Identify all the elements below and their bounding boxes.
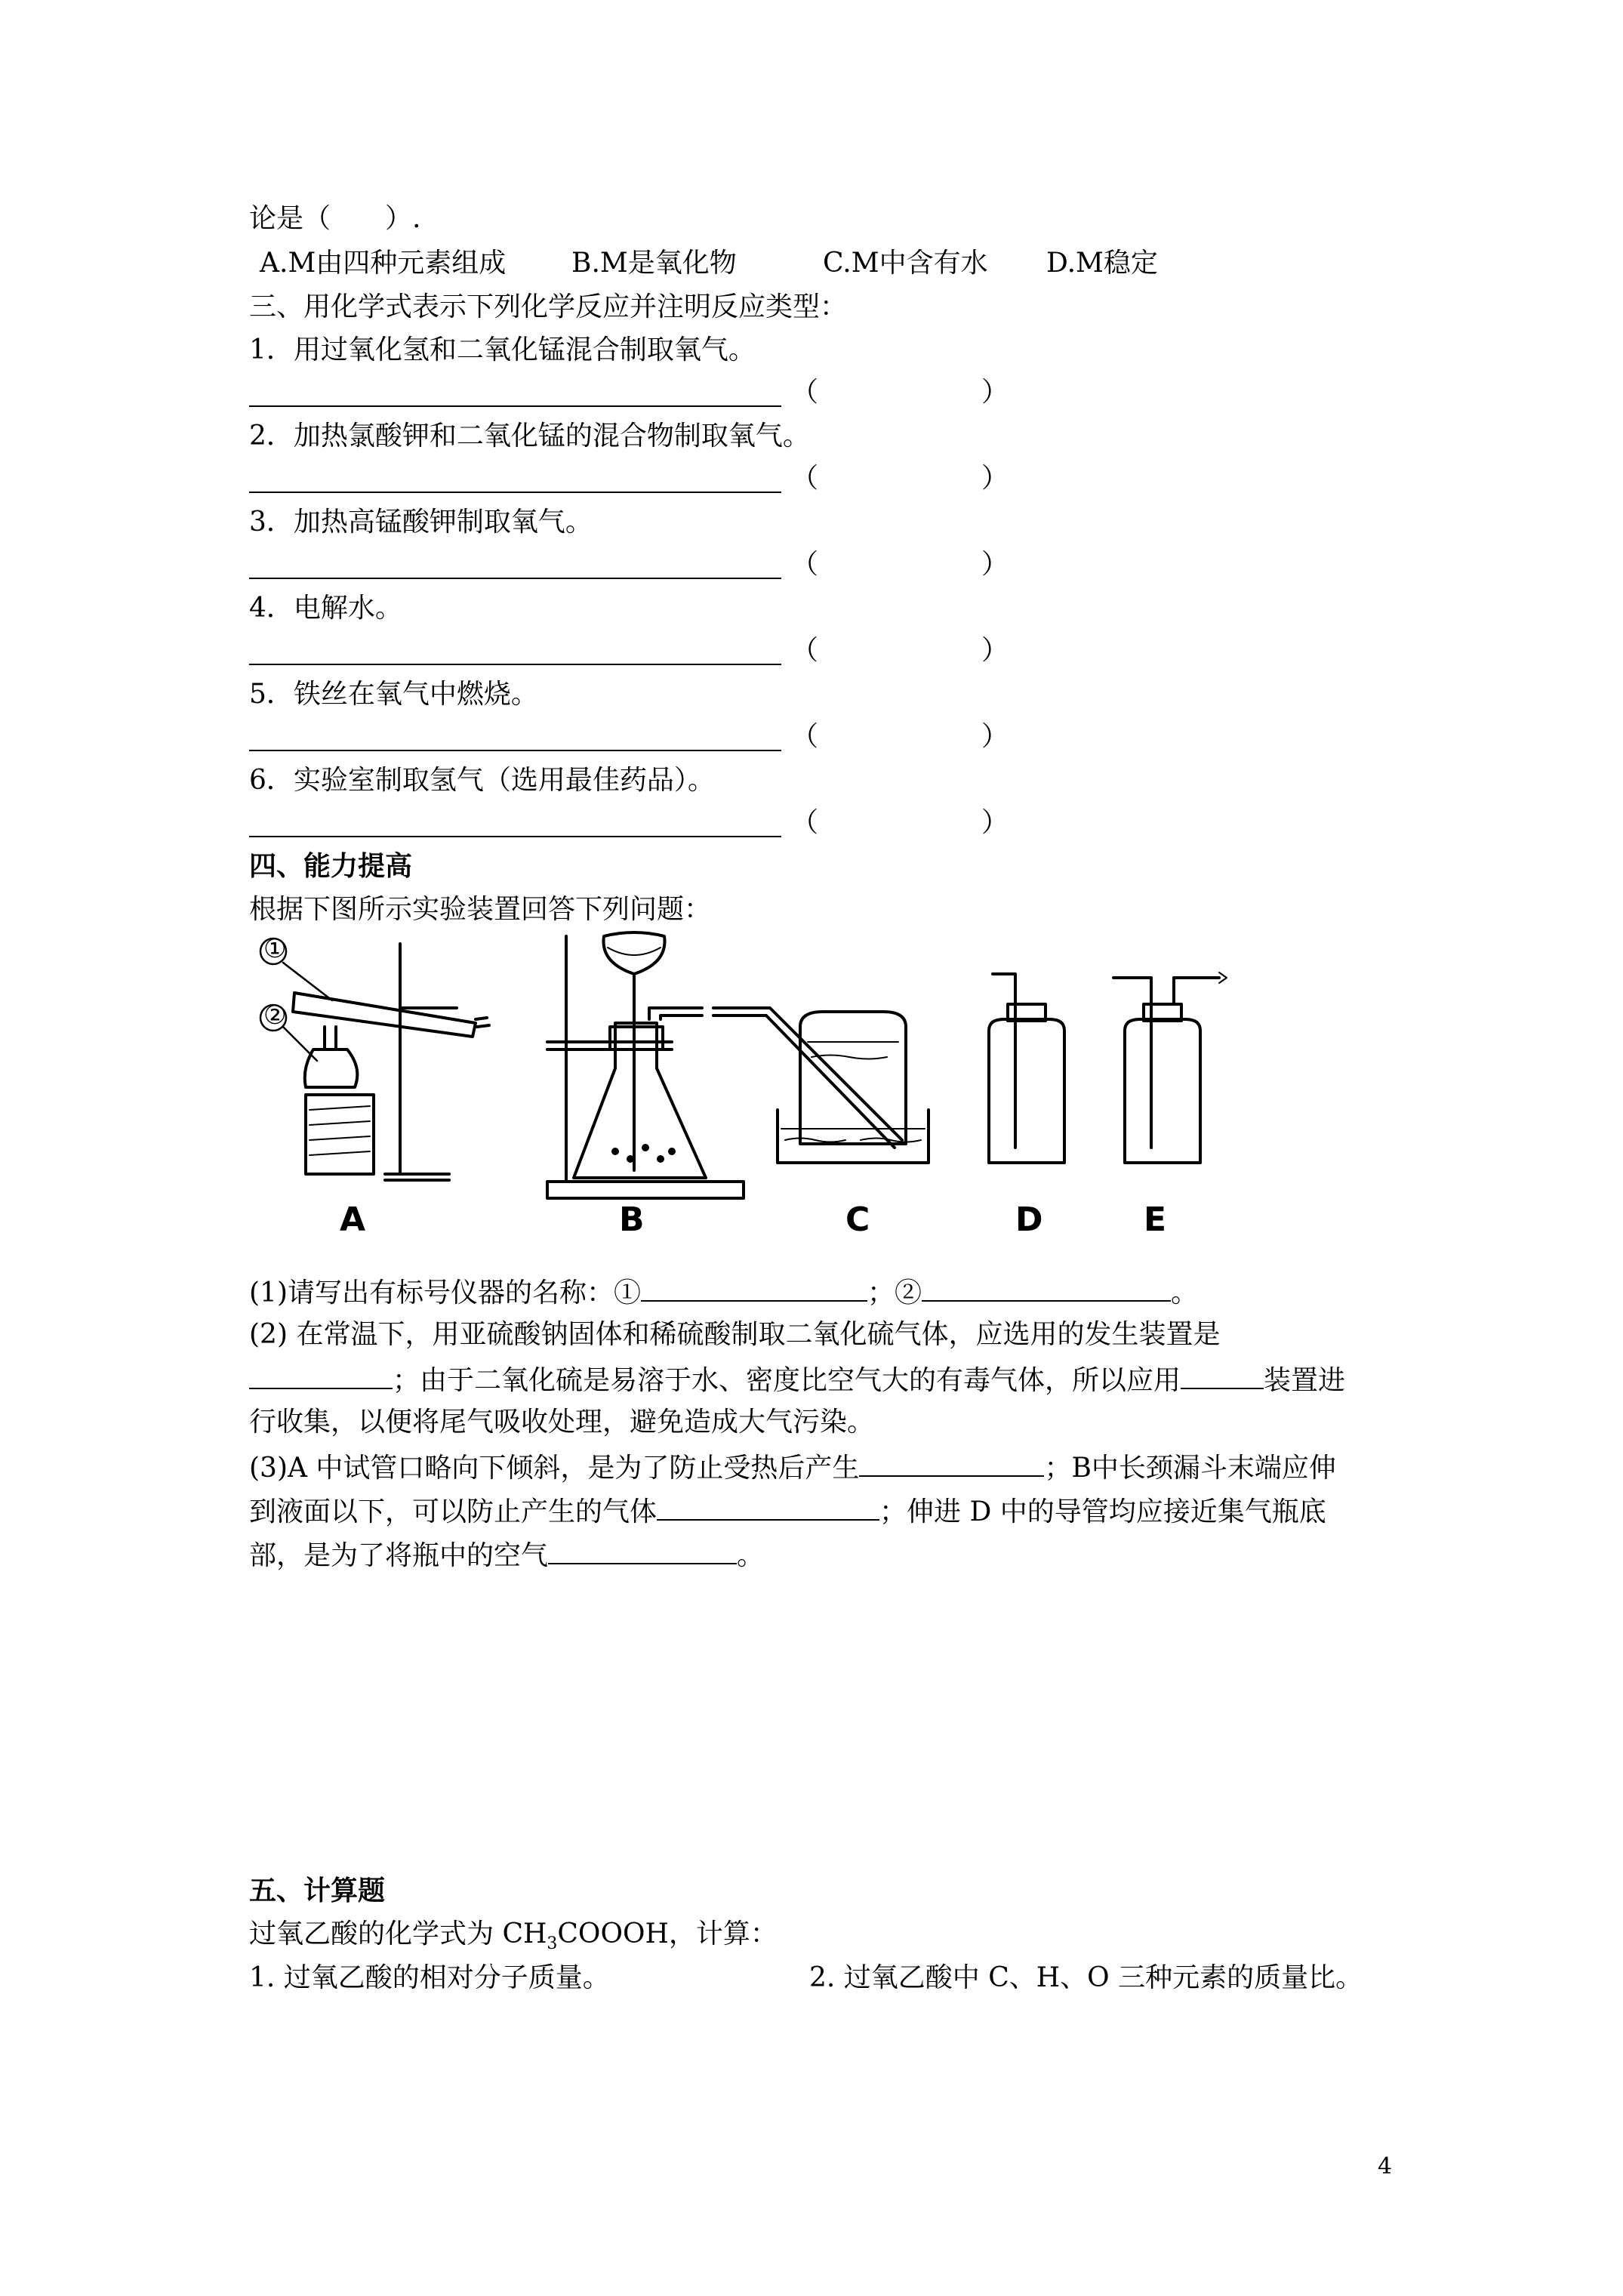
- reaction-item-2: 2．加热氯酸钾和二氧化锰的混合物制取氧气。: [249, 421, 810, 451]
- reaction-item-6: 6．实验室制取氢气（选用最佳药品）。: [249, 765, 715, 796]
- mark-2: ②: [263, 1000, 287, 1031]
- apparatus-b-drawing: [547, 932, 744, 1198]
- question-2-line-2: ；由于二氧化硫是易溶于水、密度比空气大的有毒气体，所以应用 装置进: [249, 1362, 1345, 1398]
- paren-open-6: （: [791, 807, 819, 838]
- blank-3-3[interactable]: [548, 1537, 737, 1564]
- mark-1: ①: [263, 934, 287, 964]
- paren-close-6: ）: [981, 807, 1009, 838]
- answer-line-1: [249, 405, 781, 407]
- blank-3-2[interactable]: [657, 1493, 879, 1521]
- blank-1-1[interactable]: [641, 1274, 867, 1302]
- paren-open-1: （: [791, 377, 819, 408]
- apparatus-d-drawing: [989, 974, 1064, 1163]
- page-number: 4: [1378, 2153, 1393, 2180]
- question-1: (1)请写出有标号仪器的名称：① ；② 。: [249, 1274, 1198, 1310]
- option-d: D.M稳定: [1046, 248, 1158, 279]
- label-d: D: [1015, 1200, 1043, 1239]
- paren-close-1: ）: [981, 377, 1009, 408]
- option-a: A.M由四种元素组成: [260, 248, 507, 279]
- question-2-line-1: (2) 在常温下，用亚硫酸钠固体和稀硫酸制取二氧化硫气体，应选用的发生装置是: [249, 1319, 1221, 1350]
- section4-heading: 四、能力提高: [249, 850, 413, 882]
- question-continuation: 论是（ ）.: [249, 203, 421, 234]
- option-b: B.M是氧化物: [571, 248, 737, 279]
- paren-close-3: ）: [981, 549, 1009, 580]
- apparatus-drawing: [249, 929, 1329, 1253]
- blank-2-2[interactable]: [1181, 1362, 1264, 1389]
- reaction-item-3: 3．加热高锰酸钾制取氧气。: [249, 507, 593, 538]
- answer-line-4: [249, 664, 781, 665]
- apparatus-a-drawing: [260, 938, 489, 1180]
- paren-close-5: ）: [981, 721, 1009, 752]
- section3-heading: 三、用化学式表示下列化学反应并注明反应类型：: [249, 291, 848, 322]
- option-c: C.M中含有水: [823, 248, 988, 279]
- reaction-item-1: 1．用过氧化氢和二氧化锰混合制取氧气。: [249, 334, 756, 365]
- label-c: C: [845, 1200, 870, 1239]
- paren-close-2: ）: [981, 463, 1009, 494]
- label-b: B: [619, 1200, 645, 1239]
- answer-line-2: [249, 492, 781, 493]
- answer-line-6: [249, 836, 781, 837]
- calc-question-2: 2. 过氧乙酸中 C、H、O 三种元素的质量比。: [809, 1962, 1363, 1993]
- question-3-line-3: 部，是为了将瓶中的空气 。: [249, 1537, 764, 1573]
- reaction-item-5: 5．铁丝在氧气中燃烧。: [249, 679, 538, 710]
- apparatus-e-drawing: [1113, 972, 1227, 1163]
- reaction-item-4: 4．电解水。: [249, 593, 402, 624]
- paren-open-5: （: [791, 721, 819, 752]
- blank-1-2[interactable]: [922, 1274, 1171, 1302]
- section4-intro: 根据下图所示实验装置回答下列问题：: [249, 894, 712, 925]
- label-a: A: [340, 1200, 366, 1239]
- question-2-line-3: 行收集，以便将尾气吸收处理，避免造成大气污染。: [249, 1407, 875, 1438]
- section5-heading: 五、计算题: [249, 1875, 386, 1906]
- calc-question-1: 1. 过氧乙酸的相对分子质量。: [249, 1962, 610, 1993]
- question-3-line-2: 到液面以下，可以防止产生的气体 ；伸进 D 中的导管均应接近集气瓶底: [249, 1493, 1326, 1529]
- apparatus-figure: [249, 929, 1329, 1253]
- blank-2-1[interactable]: [249, 1362, 393, 1389]
- paren-open-3: （: [791, 549, 819, 580]
- paren-close-4: ）: [981, 635, 1009, 666]
- paren-open-4: （: [791, 635, 819, 666]
- section5-intro: 过氧乙酸的化学式为 $CH_3COOOH$，计算：: [249, 1918, 778, 1954]
- paren-open-2: （: [791, 463, 819, 494]
- question-3-line-1: (3)A 中试管口略向下倾斜，是为了防止受热后产生 ；B中长颈漏斗末端应伸: [249, 1450, 1336, 1485]
- blank-3-1[interactable]: [859, 1450, 1044, 1477]
- answer-line-3: [249, 578, 781, 579]
- label-e: E: [1144, 1200, 1167, 1239]
- answer-line-5: [249, 750, 781, 751]
- apparatus-c-drawing: [713, 1008, 929, 1163]
